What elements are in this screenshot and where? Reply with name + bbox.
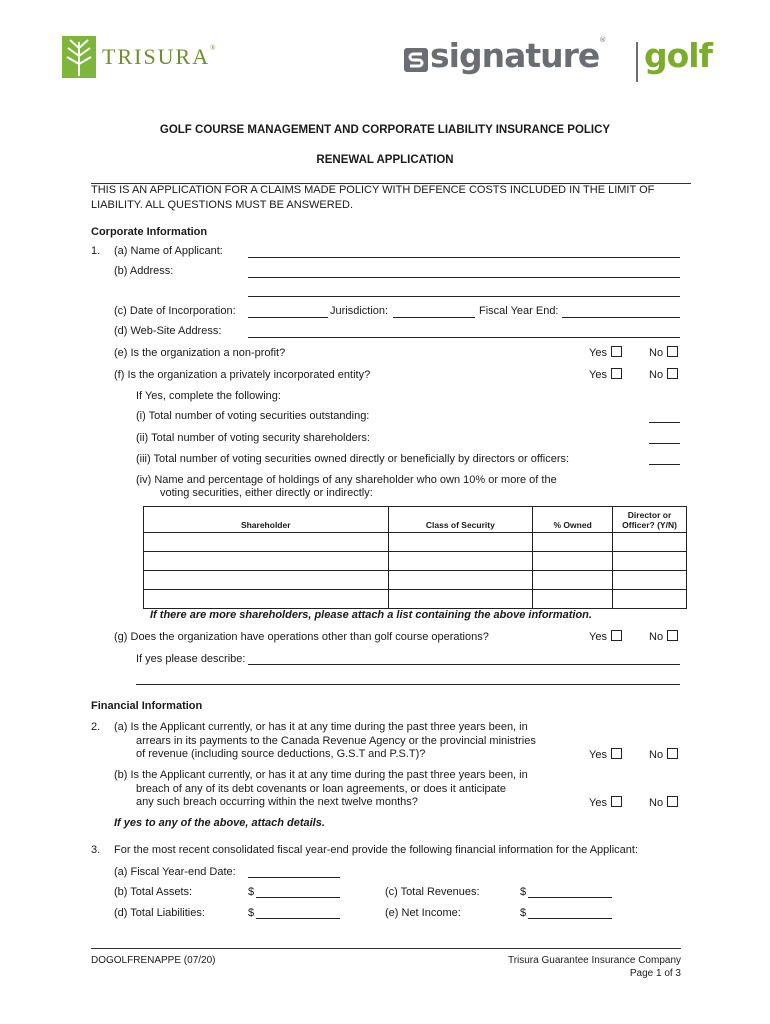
total-revenues-label: (c) Total Revenues: xyxy=(385,886,480,898)
table-cell[interactable] xyxy=(144,590,389,609)
dollar-sign: $ xyxy=(248,907,255,919)
table-cell[interactable] xyxy=(613,571,687,590)
checkbox[interactable] xyxy=(667,748,678,759)
signature-s-icon xyxy=(404,48,428,72)
page-number: Page 1 of 3 xyxy=(629,968,681,979)
address-label: (b) Address: xyxy=(114,265,174,277)
table-row[interactable] xyxy=(144,533,687,552)
private-entity-yes[interactable]: Yes xyxy=(589,368,622,381)
jurisdiction-field[interactable] xyxy=(393,317,475,318)
signature-golf-logo xyxy=(404,36,724,88)
financial-info-question: For the most recent consolidated fiscal year-end provide the following financial information for the Applicant: xyxy=(114,844,639,856)
table-cell[interactable] xyxy=(533,571,613,590)
table-cell[interactable] xyxy=(144,571,389,590)
describe-field-line1[interactable] xyxy=(248,664,680,665)
table-row[interactable] xyxy=(144,571,687,590)
arrears-no[interactable]: No xyxy=(649,748,678,761)
address-field-line2[interactable] xyxy=(248,296,680,297)
question-number-3: 3. xyxy=(91,844,101,856)
private-entity-no[interactable]: No xyxy=(649,368,678,381)
voting-shareholders-label: (ii) Total number of voting security shareholders: xyxy=(136,432,370,444)
incorporation-date-label: (c) Date of Incorporation: xyxy=(114,305,236,317)
trisura-logo xyxy=(62,36,232,80)
other-operations-no[interactable]: No xyxy=(649,630,678,643)
fiscal-year-end-date-field[interactable] xyxy=(248,877,340,878)
checkbox[interactable] xyxy=(611,368,622,379)
form-code: DOGOLFRENAPPE (07/20) xyxy=(91,955,216,966)
if-yes-instruction: If Yes, complete the following: xyxy=(136,390,281,402)
applicant-name-field[interactable] xyxy=(248,257,680,258)
arrears-question-line1: (a) Is the Applicant currently, or has it at any time during the past three years been, in xyxy=(114,721,528,733)
table-header-shareholder: Shareholder xyxy=(144,507,389,533)
table-cell[interactable] xyxy=(388,533,533,552)
checkbox[interactable] xyxy=(611,630,622,641)
major-shareholders-label-line1: (iv) Name and percentage of holdings of any shareholder who own 10% or more of the xyxy=(136,474,557,486)
table-cell[interactable] xyxy=(533,552,613,571)
financial-heading: Financial Information xyxy=(91,700,203,712)
breach-question-line1: (b) Is the Applicant currently, or has it at any time during the past three years been, in xyxy=(114,769,528,781)
checkbox[interactable] xyxy=(667,796,678,807)
table-header-director: Director or Officer? (Y/N) xyxy=(613,507,687,533)
checkbox[interactable] xyxy=(611,796,622,807)
trisura-wordmark: TRISURA® xyxy=(102,44,216,69)
address-field-line1[interactable] xyxy=(248,277,680,278)
applicant-name-label: (a) Name of Applicant: xyxy=(114,245,223,257)
logo-divider xyxy=(636,42,638,82)
major-shareholders-label-line2: voting securities, either directly or indirectly: xyxy=(160,487,373,499)
dollar-sign: $ xyxy=(520,907,527,919)
total-liabilities-field[interactable] xyxy=(256,918,340,919)
describe-field-line2[interactable] xyxy=(136,684,680,685)
total-assets-label: (b) Total Assets: xyxy=(114,886,193,898)
director-owned-securities-field[interactable] xyxy=(649,464,680,465)
footer-divider xyxy=(91,948,681,949)
table-cell[interactable] xyxy=(144,552,389,571)
checkbox[interactable] xyxy=(667,630,678,641)
dollar-sign: $ xyxy=(248,886,255,898)
golf-wordmark: golf xyxy=(644,36,712,75)
net-income-label: (e) Net Income: xyxy=(385,907,461,919)
attach-details-note: If yes to any of the above, attach details. xyxy=(114,817,325,829)
non-profit-yes[interactable]: Yes xyxy=(589,346,622,359)
jurisdiction-label: Jurisdiction: xyxy=(330,305,389,317)
breach-question-line3: any such breach occurring within the next twelve months? xyxy=(136,796,418,808)
intro-text-line1: THIS IS AN APPLICATION FOR A CLAIMS MADE POLICY WITH DEFENCE COSTS INCLUDED IN THE LIMIT OF xyxy=(91,184,655,196)
checkbox[interactable] xyxy=(667,368,678,379)
signature-wordmark: signature® xyxy=(430,36,606,75)
breach-no[interactable]: No xyxy=(649,796,678,809)
table-cell[interactable] xyxy=(144,533,389,552)
table-header-class: Class of Security xyxy=(388,507,533,533)
checkbox[interactable] xyxy=(611,346,622,357)
table-cell[interactable] xyxy=(613,533,687,552)
voting-securities-outstanding-field[interactable] xyxy=(649,422,680,423)
fiscal-year-end-label: Fiscal Year End: xyxy=(479,305,559,317)
total-liabilities-label: (d) Total Liabilities: xyxy=(114,907,205,919)
page-title: GOLF COURSE MANAGEMENT AND CORPORATE LIABILITY INSURANCE POLICY xyxy=(159,124,611,136)
question-number-2: 2. xyxy=(91,721,101,733)
table-header-row xyxy=(144,507,687,533)
total-assets-field[interactable] xyxy=(256,897,340,898)
table-cell[interactable] xyxy=(388,590,533,609)
voting-shareholders-field[interactable] xyxy=(649,443,680,444)
table-cell[interactable] xyxy=(533,590,613,609)
non-profit-question: (e) Is the organization a non-profit? xyxy=(114,347,286,359)
private-entity-question: (f) Is the organization a privately incorporated entity? xyxy=(114,369,371,381)
arrears-question-line2: arrears in its payments to the Canada Revenue Agency or the provincial ministries xyxy=(136,735,536,747)
fiscal-year-end-date-label: (a) Fiscal Year-end Date: xyxy=(114,866,236,878)
fiscal-year-end-field[interactable] xyxy=(562,317,680,318)
question-number-1: 1. xyxy=(91,245,101,257)
table-header-owned: % Owned xyxy=(533,507,613,533)
website-field[interactable] xyxy=(248,337,680,338)
voting-securities-outstanding-label: (i) Total number of voting securities outstanding: xyxy=(136,410,370,422)
table-note: If there are more shareholders, please attach a list containing the above information. xyxy=(150,609,592,621)
checkbox[interactable] xyxy=(667,346,678,357)
leaf-icon xyxy=(62,36,96,78)
dollar-sign: $ xyxy=(520,886,527,898)
net-income-field[interactable] xyxy=(528,918,612,919)
shareholder-table xyxy=(143,506,687,609)
director-owned-securities-label: (iii) Total number of voting securities owned directly or beneficially by directors or officers: xyxy=(136,453,570,465)
website-label: (d) Web-Site Address: xyxy=(114,325,222,337)
table-cell[interactable] xyxy=(388,571,533,590)
breach-yes[interactable]: Yes xyxy=(589,796,622,809)
corporate-heading: Corporate Information xyxy=(91,226,208,238)
other-operations-question: (g) Does the organization have operations other than golf course operations? xyxy=(114,631,489,643)
describe-label: If yes please describe: xyxy=(136,653,246,665)
table-row[interactable] xyxy=(144,552,687,571)
arrears-question-line3: of revenue (including source deductions, G.S.T and P.S.T)? xyxy=(136,748,426,760)
table-cell[interactable] xyxy=(613,552,687,571)
breach-question-line2: breach of any of its debt covenants or loan agreements, or does it anticipate xyxy=(136,783,506,795)
page-subtitle: RENEWAL APPLICATION xyxy=(316,154,454,166)
non-profit-no[interactable]: No xyxy=(649,346,678,359)
incorporation-date-field[interactable] xyxy=(248,317,328,318)
table-row[interactable] xyxy=(144,590,687,609)
other-operations-yes[interactable]: Yes xyxy=(589,630,622,643)
footer-company: Trisura Guarantee Insurance Company xyxy=(507,955,681,966)
total-revenues-field[interactable] xyxy=(528,897,612,898)
arrears-yes[interactable]: Yes xyxy=(589,748,622,761)
table-cell[interactable] xyxy=(613,590,687,609)
checkbox[interactable] xyxy=(611,748,622,759)
table-cell[interactable] xyxy=(533,533,613,552)
intro-text-line2: LIABILITY. ALL QUESTIONS MUST BE ANSWERED. xyxy=(91,199,354,211)
table-cell[interactable] xyxy=(388,552,533,571)
